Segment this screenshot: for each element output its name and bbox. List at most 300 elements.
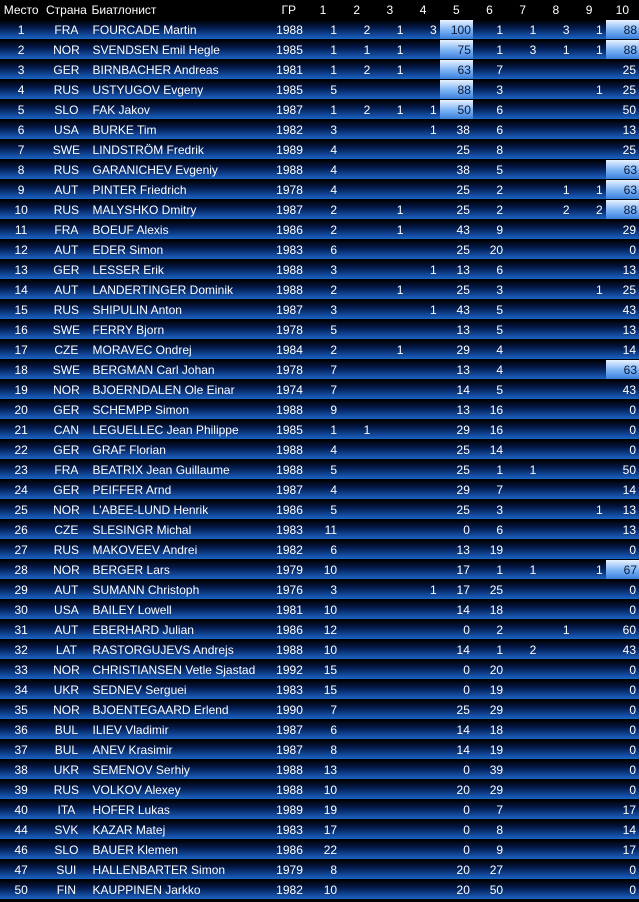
- value-cell-4: [406, 700, 439, 720]
- value-cell-7: [506, 420, 539, 440]
- table-row: [0, 380, 639, 400]
- value-cell-8: [539, 360, 572, 380]
- country-cell: FRA: [42, 460, 90, 480]
- value-cell-10: 88: [606, 20, 639, 40]
- value-cell-2: [340, 600, 373, 620]
- value-cell-5: 14: [440, 600, 473, 620]
- header-col-9: 9: [573, 0, 606, 20]
- table-row: [0, 800, 639, 820]
- athlete-name-cell: BJOERNDALEN Ole Einar: [91, 380, 272, 400]
- value-cell-3: [373, 560, 406, 580]
- value-cell-2: 2: [340, 20, 373, 40]
- value-cell-6: 6: [473, 520, 506, 540]
- value-cell-7: [506, 500, 539, 520]
- value-cell-5: 13: [440, 320, 473, 340]
- value-cell-8: [539, 520, 572, 540]
- value-cell-2: 1: [340, 40, 373, 60]
- table-row: [0, 600, 639, 620]
- value-cell-5: 20: [440, 780, 473, 800]
- value-cell-4: [406, 240, 439, 260]
- value-cell-6: 3: [473, 500, 506, 520]
- athlete-name-cell: FERRY Bjorn: [91, 320, 272, 340]
- country-cell: FRA: [42, 220, 90, 240]
- value-cell-2: [340, 140, 373, 160]
- value-cell-7: [506, 180, 539, 200]
- place-cell: 21: [0, 420, 42, 440]
- value-cell-5: 25: [440, 200, 473, 220]
- value-cell-4: [406, 520, 439, 540]
- value-cell-1: 10: [306, 560, 340, 580]
- value-cell-6: 1: [473, 460, 506, 480]
- table-row: [0, 420, 639, 440]
- value-cell-4: [406, 340, 439, 360]
- value-cell-2: [340, 620, 373, 640]
- table-row: [0, 40, 639, 60]
- table-row: [0, 220, 639, 240]
- value-cell-5: 0: [440, 620, 473, 640]
- athlete-name-cell: ILIEV Vladimir: [91, 720, 272, 740]
- value-cell-3: [373, 460, 406, 480]
- header-row: [0, 0, 639, 20]
- value-cell-5: 38: [440, 120, 473, 140]
- table-row: [0, 200, 639, 220]
- table-row: [0, 700, 639, 720]
- birth-year-cell: 1988: [272, 640, 306, 660]
- value-cell-5: 0: [440, 820, 473, 840]
- country-cell: NOR: [42, 500, 90, 520]
- table-row: [0, 740, 639, 760]
- value-cell-9: [573, 780, 606, 800]
- birth-year-cell: 1986: [272, 620, 306, 640]
- value-cell-4: [406, 400, 439, 420]
- value-cell-7: [506, 300, 539, 320]
- value-cell-5: 25: [440, 460, 473, 480]
- value-cell-9: [573, 600, 606, 620]
- value-cell-8: [539, 820, 572, 840]
- birth-year-cell: 1976: [272, 580, 306, 600]
- header-col-1: 1: [306, 0, 340, 20]
- value-cell-4: [406, 600, 439, 620]
- table-row: [0, 760, 639, 780]
- table-row: [0, 440, 639, 460]
- birth-year-cell: 1988: [272, 280, 306, 300]
- value-cell-2: [340, 580, 373, 600]
- birth-year-cell: 1984: [272, 340, 306, 360]
- athlete-name-cell: GRAF Florian: [91, 440, 272, 460]
- table-row: [0, 180, 639, 200]
- value-cell-6: 3: [473, 80, 506, 100]
- value-cell-4: [406, 160, 439, 180]
- value-cell-6: 7: [473, 480, 506, 500]
- value-cell-10: 0: [606, 240, 639, 260]
- athlete-name-cell: BAUER Klemen: [91, 840, 272, 860]
- value-cell-2: [340, 660, 373, 680]
- header-place: Место: [0, 0, 42, 20]
- country-cell: ITA: [42, 800, 90, 820]
- value-cell-5: 17: [440, 560, 473, 580]
- value-cell-1: 9: [306, 400, 340, 420]
- value-cell-1: 6: [306, 720, 340, 740]
- value-cell-8: [539, 260, 572, 280]
- place-cell: 8: [0, 160, 42, 180]
- value-cell-5: 38: [440, 160, 473, 180]
- athlete-name-cell: MALYSHKO Dmitry: [91, 200, 272, 220]
- value-cell-9: [573, 60, 606, 80]
- value-cell-9: [573, 860, 606, 880]
- value-cell-9: [573, 120, 606, 140]
- athlete-name-cell: SHIPULIN Anton: [91, 300, 272, 320]
- value-cell-7: [506, 200, 539, 220]
- country-cell: NOR: [42, 560, 90, 580]
- value-cell-2: 2: [340, 60, 373, 80]
- value-cell-2: [340, 820, 373, 840]
- country-cell: FIN: [42, 880, 90, 900]
- table-row: [0, 280, 639, 300]
- value-cell-10: 63: [606, 360, 639, 380]
- place-cell: 37: [0, 740, 42, 760]
- value-cell-2: [340, 560, 373, 580]
- birth-year-cell: 1988: [272, 780, 306, 800]
- birth-year-cell: 1989: [272, 140, 306, 160]
- athlete-name-cell: FAK Jakov: [91, 100, 272, 120]
- value-cell-2: [340, 460, 373, 480]
- value-cell-9: 1: [573, 80, 606, 100]
- table-body: [0, 20, 639, 900]
- place-cell: 19: [0, 380, 42, 400]
- value-cell-8: [539, 760, 572, 780]
- value-cell-7: [506, 240, 539, 260]
- place-cell: 44: [0, 820, 42, 840]
- value-cell-8: [539, 540, 572, 560]
- value-cell-7: [506, 840, 539, 860]
- value-cell-10: 13: [606, 520, 639, 540]
- birth-year-cell: 1983: [272, 240, 306, 260]
- value-cell-5: 14: [440, 640, 473, 660]
- birth-year-cell: 1978: [272, 180, 306, 200]
- athlete-name-cell: LANDERTINGER Dominik: [91, 280, 272, 300]
- table-row: [0, 660, 639, 680]
- value-cell-6: 7: [473, 800, 506, 820]
- table-row: [0, 560, 639, 580]
- value-cell-3: 1: [373, 200, 406, 220]
- athlete-name-cell: LESSER Erik: [91, 260, 272, 280]
- value-cell-3: [373, 480, 406, 500]
- value-cell-2: [340, 200, 373, 220]
- country-cell: RUS: [42, 300, 90, 320]
- table-row: [0, 340, 639, 360]
- value-cell-10: 0: [606, 440, 639, 460]
- value-cell-7: [506, 700, 539, 720]
- country-cell: SLO: [42, 840, 90, 860]
- value-cell-3: [373, 500, 406, 520]
- value-cell-4: 1: [406, 120, 439, 140]
- value-cell-1: 13: [306, 760, 340, 780]
- birth-year-cell: 1987: [272, 740, 306, 760]
- value-cell-4: [406, 540, 439, 560]
- value-cell-9: 1: [573, 500, 606, 520]
- value-cell-9: [573, 760, 606, 780]
- table-row: [0, 260, 639, 280]
- value-cell-2: [340, 840, 373, 860]
- value-cell-4: [406, 660, 439, 680]
- country-cell: BUL: [42, 740, 90, 760]
- value-cell-7: [506, 60, 539, 80]
- place-cell: 34: [0, 680, 42, 700]
- value-cell-9: [573, 300, 606, 320]
- value-cell-5: 25: [440, 440, 473, 460]
- value-cell-10: 60: [606, 620, 639, 640]
- value-cell-9: 2: [573, 200, 606, 220]
- value-cell-6: 18: [473, 720, 506, 740]
- value-cell-2: [340, 120, 373, 140]
- country-cell: RUS: [42, 780, 90, 800]
- value-cell-1: 1: [306, 20, 340, 40]
- value-cell-3: [373, 620, 406, 640]
- value-cell-8: [539, 60, 572, 80]
- value-cell-4: [406, 80, 439, 100]
- place-cell: 26: [0, 520, 42, 540]
- table-row: [0, 360, 639, 380]
- country-cell: RUS: [42, 160, 90, 180]
- place-cell: 11: [0, 220, 42, 240]
- birth-year-cell: 1983: [272, 520, 306, 540]
- athlete-name-cell: BERGER Lars: [91, 560, 272, 580]
- table-row: [0, 680, 639, 700]
- header-col-6: 6: [473, 0, 506, 20]
- value-cell-8: 3: [539, 20, 572, 40]
- place-cell: 13: [0, 260, 42, 280]
- header-col-7: 7: [506, 0, 539, 20]
- athlete-name-cell: MORAVEC Ondrej: [91, 340, 272, 360]
- country-cell: SWE: [42, 320, 90, 340]
- value-cell-7: 1: [506, 20, 539, 40]
- value-cell-8: [539, 300, 572, 320]
- value-cell-9: [573, 420, 606, 440]
- value-cell-1: 10: [306, 640, 340, 660]
- value-cell-1: 7: [306, 380, 340, 400]
- place-cell: 40: [0, 800, 42, 820]
- value-cell-1: 6: [306, 540, 340, 560]
- value-cell-1: 10: [306, 780, 340, 800]
- value-cell-9: [573, 480, 606, 500]
- athlete-name-cell: BURKE Tim: [91, 120, 272, 140]
- value-cell-8: [539, 420, 572, 440]
- birth-year-cell: 1990: [272, 700, 306, 720]
- country-cell: NOR: [42, 660, 90, 680]
- table-row: [0, 80, 639, 100]
- value-cell-8: [539, 80, 572, 100]
- value-cell-1: 7: [306, 360, 340, 380]
- value-cell-10: 0: [606, 660, 639, 680]
- value-cell-7: [506, 740, 539, 760]
- table-row: [0, 840, 639, 860]
- value-cell-8: [539, 880, 572, 900]
- value-cell-3: [373, 540, 406, 560]
- value-cell-5: 43: [440, 220, 473, 240]
- value-cell-9: 1: [573, 40, 606, 60]
- value-cell-10: 0: [606, 420, 639, 440]
- athlete-name-cell: BJOENTEGAARD Erlend: [91, 700, 272, 720]
- value-cell-4: [406, 140, 439, 160]
- value-cell-9: [573, 460, 606, 480]
- value-cell-8: 1: [539, 180, 572, 200]
- value-cell-2: [340, 160, 373, 180]
- value-cell-9: [573, 840, 606, 860]
- value-cell-8: [539, 400, 572, 420]
- value-cell-3: [373, 240, 406, 260]
- value-cell-10: 17: [606, 800, 639, 820]
- value-cell-1: 5: [306, 320, 340, 340]
- athlete-name-cell: BERGMAN Carl Johan: [91, 360, 272, 380]
- athlete-name-cell: CHRISTIANSEN Vetle Sjastad: [91, 660, 272, 680]
- birth-year-cell: 1987: [272, 480, 306, 500]
- value-cell-6: 16: [473, 420, 506, 440]
- value-cell-6: 9: [473, 840, 506, 860]
- value-cell-3: [373, 440, 406, 460]
- value-cell-8: [539, 280, 572, 300]
- value-cell-9: [573, 240, 606, 260]
- value-cell-6: 1: [473, 20, 506, 40]
- value-cell-6: 25: [473, 580, 506, 600]
- place-cell: 30: [0, 600, 42, 620]
- value-cell-9: [573, 100, 606, 120]
- country-cell: CZE: [42, 340, 90, 360]
- place-cell: 1: [0, 20, 42, 40]
- value-cell-4: [406, 800, 439, 820]
- value-cell-7: [506, 780, 539, 800]
- value-cell-7: [506, 80, 539, 100]
- athlete-name-cell: LINDSTRÖM Fredrik: [91, 140, 272, 160]
- value-cell-3: 1: [373, 40, 406, 60]
- value-cell-3: [373, 700, 406, 720]
- value-cell-5: 50: [440, 100, 473, 120]
- value-cell-1: 3: [306, 120, 340, 140]
- value-cell-10: 67: [606, 560, 639, 580]
- value-cell-6: 5: [473, 160, 506, 180]
- value-cell-6: 1: [473, 40, 506, 60]
- value-cell-2: [340, 520, 373, 540]
- value-cell-10: 43: [606, 640, 639, 660]
- table-row: [0, 60, 639, 80]
- value-cell-5: 13: [440, 260, 473, 280]
- value-cell-4: [406, 860, 439, 880]
- table-row: [0, 820, 639, 840]
- athlete-name-cell: USTYUGOV Evgeny: [91, 80, 272, 100]
- value-cell-5: 0: [440, 760, 473, 780]
- birth-year-cell: 1992: [272, 660, 306, 680]
- value-cell-2: [340, 360, 373, 380]
- value-cell-4: [406, 220, 439, 240]
- value-cell-10: 29: [606, 220, 639, 240]
- athlete-name-cell: MAKOVEEV Andrei: [91, 540, 272, 560]
- value-cell-8: [539, 800, 572, 820]
- birth-year-cell: 1986: [272, 840, 306, 860]
- value-cell-5: 20: [440, 860, 473, 880]
- value-cell-5: 25: [440, 700, 473, 720]
- value-cell-6: 16: [473, 400, 506, 420]
- value-cell-1: 1: [306, 60, 340, 80]
- place-cell: 4: [0, 80, 42, 100]
- value-cell-8: [539, 680, 572, 700]
- athlete-name-cell: HOFER Lukas: [91, 800, 272, 820]
- place-cell: 50: [0, 880, 42, 900]
- value-cell-1: 12: [306, 620, 340, 640]
- header-col-10: 10: [606, 0, 639, 20]
- value-cell-3: [373, 180, 406, 200]
- value-cell-10: 43: [606, 300, 639, 320]
- value-cell-3: [373, 600, 406, 620]
- value-cell-9: [573, 320, 606, 340]
- value-cell-10: 63: [606, 180, 639, 200]
- table-row: [0, 540, 639, 560]
- value-cell-5: 88: [440, 80, 473, 100]
- value-cell-7: [506, 680, 539, 700]
- value-cell-9: [573, 160, 606, 180]
- value-cell-8: [539, 460, 572, 480]
- value-cell-4: 1: [406, 300, 439, 320]
- athlete-name-cell: KAUPPINEN Jarkko: [91, 880, 272, 900]
- value-cell-10: 0: [606, 540, 639, 560]
- place-cell: 27: [0, 540, 42, 560]
- birth-year-cell: 1983: [272, 820, 306, 840]
- value-cell-6: 27: [473, 860, 506, 880]
- value-cell-10: 25: [606, 280, 639, 300]
- birth-year-cell: 1981: [272, 600, 306, 620]
- value-cell-1: 5: [306, 460, 340, 480]
- value-cell-5: 13: [440, 400, 473, 420]
- value-cell-5: 25: [440, 140, 473, 160]
- birth-year-cell: 1974: [272, 380, 306, 400]
- birth-year-cell: 1988: [272, 460, 306, 480]
- value-cell-8: 2: [539, 200, 572, 220]
- value-cell-2: [340, 800, 373, 820]
- birth-year-cell: 1985: [272, 420, 306, 440]
- value-cell-5: 100: [440, 20, 473, 40]
- value-cell-7: [506, 140, 539, 160]
- value-cell-7: [506, 360, 539, 380]
- value-cell-6: 4: [473, 360, 506, 380]
- value-cell-2: 2: [340, 100, 373, 120]
- country-cell: AUT: [42, 180, 90, 200]
- birth-year-cell: 1981: [272, 60, 306, 80]
- value-cell-9: [573, 700, 606, 720]
- birth-year-cell: 1987: [272, 720, 306, 740]
- athlete-name-cell: BOEUF Alexis: [91, 220, 272, 240]
- value-cell-8: [539, 440, 572, 460]
- value-cell-10: 0: [606, 860, 639, 880]
- value-cell-6: 20: [473, 240, 506, 260]
- value-cell-1: 2: [306, 340, 340, 360]
- athlete-name-cell: RASTORGUJEVS Andrejs: [91, 640, 272, 660]
- place-cell: 10: [0, 200, 42, 220]
- value-cell-6: 5: [473, 380, 506, 400]
- value-cell-9: 1: [573, 180, 606, 200]
- value-cell-1: 4: [306, 160, 340, 180]
- value-cell-4: [406, 40, 439, 60]
- value-cell-2: [340, 780, 373, 800]
- athlete-name-cell: PINTER Friedrich: [91, 180, 272, 200]
- place-cell: 22: [0, 440, 42, 460]
- value-cell-6: 5: [473, 300, 506, 320]
- country-cell: RUS: [42, 540, 90, 560]
- value-cell-1: 2: [306, 200, 340, 220]
- value-cell-6: 1: [473, 640, 506, 660]
- value-cell-9: [573, 880, 606, 900]
- value-cell-6: 29: [473, 700, 506, 720]
- value-cell-4: [406, 320, 439, 340]
- value-cell-3: 1: [373, 340, 406, 360]
- header-year: ГР: [272, 0, 306, 20]
